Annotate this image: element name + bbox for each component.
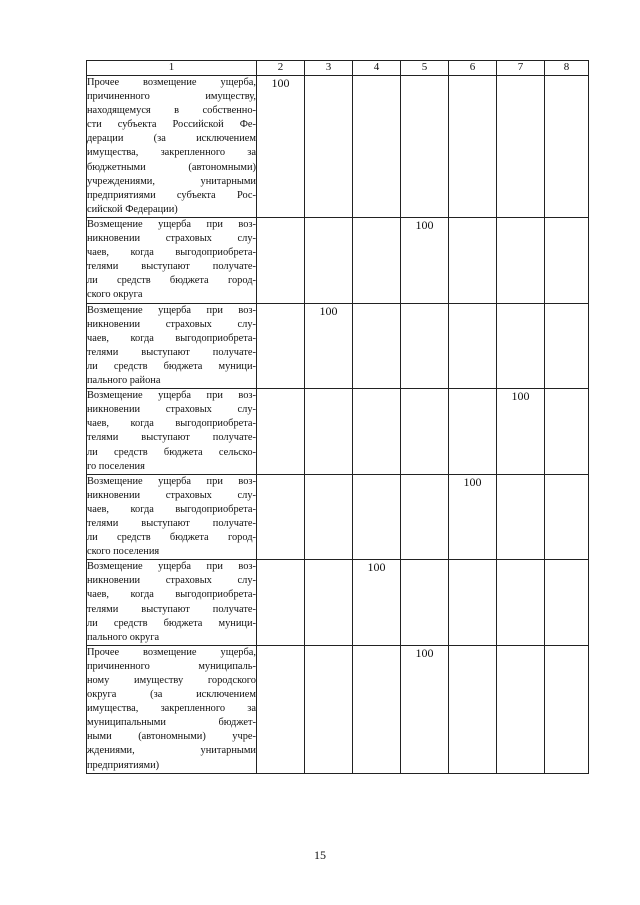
description-line: ждениями, унитарными	[87, 745, 256, 757]
value-cell-col-5	[401, 389, 449, 475]
description-line: сти субъекта Российской Фе-	[87, 119, 256, 131]
header-cell-col-3: 3	[305, 61, 353, 76]
header-cell-col-2: 2	[257, 61, 305, 76]
value-cell-col-8	[545, 303, 589, 389]
page-number: 15	[314, 848, 326, 862]
value-cell-col-6: 100	[449, 474, 497, 560]
value-cell-col-5	[401, 303, 449, 389]
row-description-cell	[87, 474, 257, 560]
description-line: пального округа	[87, 631, 160, 643]
description-line: Прочее возмещение ущерба,	[87, 646, 256, 658]
description-line: Возмещение ущерба при воз-	[87, 390, 256, 402]
value-cell-col-8	[545, 218, 589, 304]
table-body	[87, 76, 589, 774]
value-cell-col-4	[353, 303, 401, 389]
description-line: ли средств бюджета сельско-	[87, 446, 256, 458]
description-line: телями выступают получате-	[87, 517, 256, 529]
header-cell-col-1: 1	[87, 61, 257, 76]
value-cell-col-8	[545, 560, 589, 646]
value-cell-col-5: 100	[401, 645, 449, 773]
header-row	[87, 61, 589, 76]
value-cell-col-6	[449, 76, 497, 218]
description-line: телями выступают получате-	[87, 261, 256, 273]
row-description-cell	[87, 76, 257, 218]
description-line: чаев, когда выгодоприобрета-	[87, 247, 256, 259]
description-line: го поселения	[87, 460, 145, 472]
description-line: округа (за исключением	[87, 689, 256, 701]
description-line: Возмещение ущерба при воз-	[87, 561, 256, 573]
value-cell-col-2	[257, 645, 305, 773]
description-line: чаев, когда выгодоприобрета-	[87, 589, 256, 601]
value-cell-col-7	[497, 76, 545, 218]
value-cell-col-4	[353, 389, 401, 475]
description-line: чаев, когда выгодоприобрета-	[87, 503, 256, 515]
header-cell-col-4: 4	[353, 61, 401, 76]
value-cell-col-6	[449, 560, 497, 646]
description-line: никновении страховых слу-	[87, 404, 256, 416]
value-cell-col-6	[449, 218, 497, 304]
table-row	[87, 645, 589, 773]
value-cell-col-2	[257, 389, 305, 475]
value-cell-col-3	[305, 474, 353, 560]
description-line: ли средств бюджета город-	[87, 275, 256, 287]
description-line: Возмещение ущерба при воз-	[87, 475, 256, 487]
value-cell-col-7: 100	[497, 389, 545, 475]
value-cell-col-7	[497, 474, 545, 560]
value-cell-col-2	[257, 560, 305, 646]
table-row	[87, 389, 589, 475]
description-line: учреждениями, унитарными	[87, 175, 256, 187]
value-cell-col-7	[497, 218, 545, 304]
description-line: ского поселения	[87, 546, 160, 558]
description-line: ными (автономными) учре-	[87, 731, 256, 743]
description-line: никновении страховых слу-	[87, 575, 256, 587]
description-line: предприятиями)	[87, 759, 160, 771]
description-line: муниципальными бюджет-	[87, 717, 256, 729]
value-cell-col-4	[353, 218, 401, 304]
value-cell-col-3	[305, 560, 353, 646]
row-description-cell	[87, 303, 257, 389]
value-cell-col-4	[353, 76, 401, 218]
table-row	[87, 218, 589, 304]
table-row	[87, 474, 589, 560]
value-cell-col-8	[545, 645, 589, 773]
value-cell-col-7	[497, 303, 545, 389]
description-line: телями выступают получате-	[87, 346, 256, 358]
description-line: находящемуся в собственно-	[87, 105, 256, 117]
value-cell-col-5	[401, 76, 449, 218]
description-line: Прочее возмещение ущерба,	[87, 77, 256, 88]
table-row	[87, 76, 589, 218]
value-cell-col-6	[449, 389, 497, 475]
description-line: ному имуществу городского	[87, 675, 256, 686]
description-line: предприятиями субъекта Рос-	[87, 189, 256, 201]
description-line: причиненного имуществу,	[87, 91, 256, 103]
description-line: никновении страховых слу-	[87, 233, 256, 245]
description-line: ли средств бюджета муници-	[87, 360, 256, 372]
row-description-cell	[87, 389, 257, 475]
value-cell-col-2	[257, 303, 305, 389]
header-cell-col-8: 8	[545, 61, 589, 76]
value-cell-col-3: 100	[305, 303, 353, 389]
description-line: причиненного муниципаль-	[87, 660, 256, 672]
value-cell-col-7	[497, 645, 545, 773]
description-line: никновении страховых слу-	[87, 318, 256, 330]
description-line: чаев, когда выгодоприобрета-	[87, 332, 256, 344]
description-line: ли средств бюджета муници-	[87, 617, 256, 629]
row-description-cell	[87, 645, 257, 773]
description-line: телями выступают получате-	[87, 432, 256, 444]
description-line: имущества, закрепленного за	[87, 703, 256, 715]
value-cell-col-5: 100	[401, 218, 449, 304]
description-line: телями выступают получате-	[87, 603, 256, 615]
description-line: пального района	[87, 375, 161, 387]
value-cell-col-2	[257, 218, 305, 304]
value-cell-col-7	[497, 560, 545, 646]
value-cell-col-3	[305, 645, 353, 773]
description-line: Возмещение ущерба при воз-	[87, 219, 256, 230]
table-row	[87, 303, 589, 389]
table-header	[87, 61, 589, 76]
value-cell-col-6	[449, 303, 497, 389]
description-line: имущества, закрепленного за	[87, 147, 256, 159]
description-line: никновении страховых слу-	[87, 489, 256, 501]
table-row	[87, 560, 589, 646]
row-description-cell	[87, 560, 257, 646]
description-line: Возмещение ущерба при воз-	[87, 304, 256, 316]
value-cell-col-4	[353, 645, 401, 773]
value-cell-col-8	[545, 389, 589, 475]
value-cell-col-3	[305, 218, 353, 304]
value-cell-col-4	[353, 474, 401, 560]
data-table	[86, 60, 589, 774]
value-cell-col-2	[257, 474, 305, 560]
description-line: чаев, когда выгодоприобрета-	[87, 418, 256, 430]
value-cell-col-8	[545, 474, 589, 560]
row-description-cell	[87, 218, 257, 304]
value-cell-col-5	[401, 474, 449, 560]
header-cell-col-7: 7	[497, 61, 545, 76]
value-cell-col-4: 100	[353, 560, 401, 646]
description-line: ского округа	[87, 289, 143, 301]
value-cell-col-3	[305, 76, 353, 218]
value-cell-col-8	[545, 76, 589, 218]
description-line: дерации (за исключением	[87, 133, 256, 145]
description-line: сийской Федерации)	[87, 203, 178, 215]
value-cell-col-5	[401, 560, 449, 646]
value-cell-col-2: 100	[257, 76, 305, 218]
header-cell-col-6: 6	[449, 61, 497, 76]
value-cell-col-6	[449, 645, 497, 773]
header-cell-col-5: 5	[401, 61, 449, 76]
value-cell-col-3	[305, 389, 353, 475]
description-line: бюджетными (автономными)	[87, 161, 256, 173]
description-line: ли средств бюджета город-	[87, 532, 256, 544]
